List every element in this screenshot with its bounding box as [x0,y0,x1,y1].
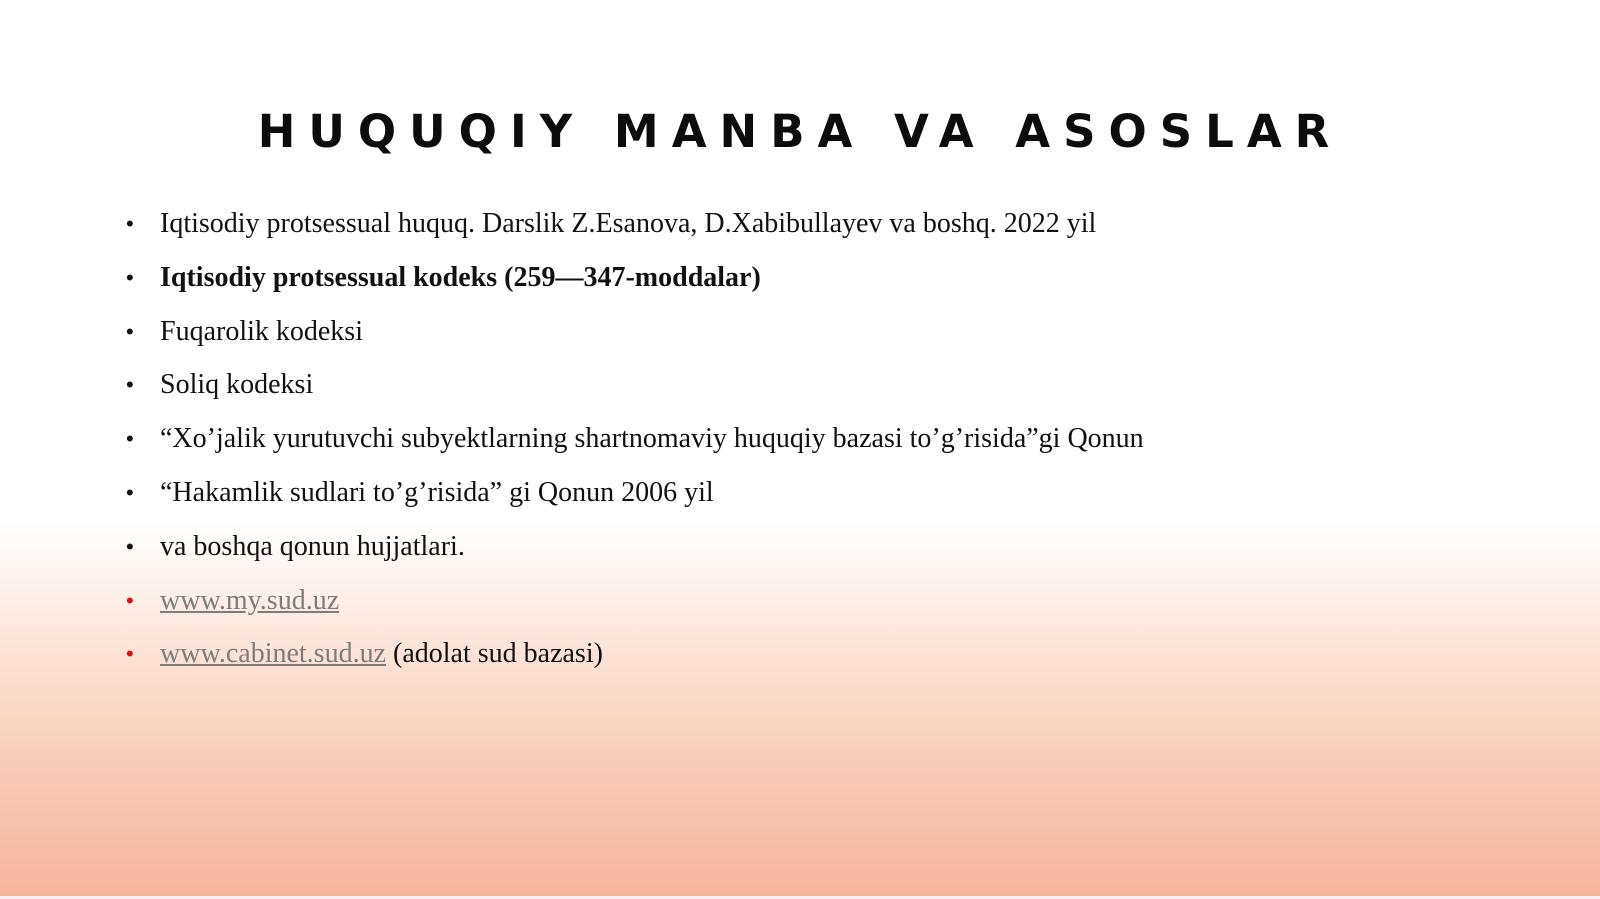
bullet-icon: • [126,211,134,236]
bullet-icon: • [126,426,134,452]
list-item [126,254,1506,308]
list-item [126,200,1506,254]
list-item [126,415,1506,469]
bullet-icon: • [126,372,134,398]
list-item [126,577,1506,631]
list-item [126,308,1506,362]
cabinet-sud-link[interactable]: www.cabinet.sud.uz [160,638,387,670]
list-item-text: va boshqa qonun hujjatlari. [160,530,465,562]
link-description: (adolat sud bazasi) [386,638,603,670]
list-item-text: Fuqarolik kodeksi [160,315,363,347]
bullet-icon: • [126,641,134,667]
list-item [126,361,1506,415]
list-item-text: “Hakamlik sudlari to’g’risida” gi Qonun 2006 yil [160,476,714,508]
bullet-list [126,200,1506,684]
list-item-text: Soliq kodeksi [160,369,314,401]
list-item-text: Iqtisodiy protsessual kodeks (259—347-moddalar) [160,261,761,293]
my-sud-link[interactable]: www.my.sud.uz [160,584,340,616]
bullet-icon: • [126,587,134,613]
bullet-icon: • [126,479,134,505]
list-item [126,523,1506,577]
slide-title: HUQUQIY MANBA VA ASOSLAR [257,105,1343,158]
bullet-icon: • [126,318,134,344]
list-item-text: Iqtisodiy protsessual huquq. Darslik Z.Esanova, D.Xabibullayev va boshq. 2022 yil [160,208,1097,239]
bullet-icon: • [126,264,134,290]
list-item [126,469,1506,523]
bullet-icon: • [126,533,134,559]
list-item-text: “Xo’jalik yurutuvchi subyektlarning shartnomaviy huquqiy bazasi to’g’risida”gi Qonun [160,423,1144,455]
list-item [126,630,1506,684]
